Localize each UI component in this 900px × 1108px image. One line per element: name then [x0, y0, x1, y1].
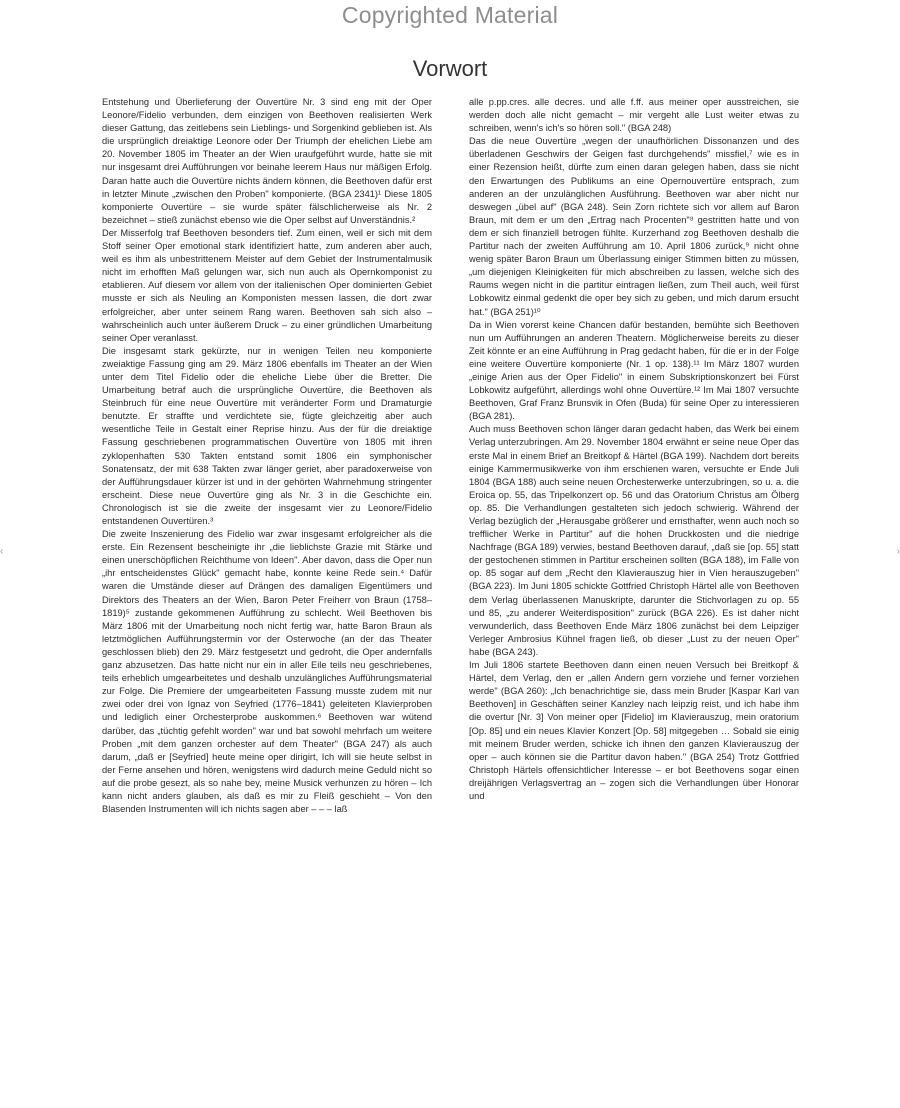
paragraph: Da in Wien vorerst keine Chancen dafür bestanden, bemühte sich Beethoven nun um Aufführungen an anderen Theatern. Möglicherweise bereits zu dieser Zeit könnte er an eine Aufführung in Prag gedacht haben, für die er in der Folge eine weitere Ouvertüre komponierte (Nr. 1 op. 138).¹¹ Im März 1807 wurden „einige Arien aus der Oper Fidelio" in einem Subskriptionskonzert bei Fürst Lobkowitz aufgeführt, allerdings wohl ohne Ouvertüre.¹² Im Mai 1807 versuchte Beethoven, Graf Franz Brunsvik in Ofen (Buda) für seine Oper zu interessieren (BGA 281).: [469, 319, 799, 422]
copyright-watermark: Copyrighted Material: [341, 2, 559, 28]
paragraph: Die zweite Inszenierung des Fidelio war zwar insgesamt erfolgreicher als die erste. Ein Rezensent bescheinigte ihr „die lieblichste Grazie mit Stärke und einen unerschöpflichen Reichthume von Ideen". Aber davon, dass die Oper nun „ihr entscheidenstes Glück" gemacht habe, konnte keine Rede sein.⁴ Dafür waren die Umstände dieser auf Drängen des damaligen Eigentümers und Direktors des Theaters an der Wien, Baron Peter Freiherr von Braun (1758–1819)⁵ zustande gekommenen Aufführung zu schlecht. Weil Beethoven bis März 1806 mit der Umarbeitung noch nicht fertig war, hatte Baron Braun als letztmöglichen Aufführungstermin vor der Osterwoche (an der das Theater geschlossen blieb) den 29. März festgesetzt und gedroht, die Oper andernfalls ganz abzusetzen. Das hatte nicht nur ein in aller Eile teils neu geschriebenes, teils erheblich umgearbeitetes und deshalb unzulängliches Aufführungsmaterial zur Folge. Die Premiere der umgearbeiteten Fassung musste zudem mit nur zwei oder drei von Ignaz von Seyfried (1776–1841) geleiteten Klavierproben und lediglich einer Orchesterprobe auskommen.⁶ Beethoven war wütend darüber, das „tüchtig gefehlt worden" war und bat sowohl mehrfach um weitere Proben „mit dem ganzen orchester auf dem Theater" (BGA 247) als auch darum, „daß er [Seyfried] heute meine oper dirigirt, Ich will sie heute selbst in der Ferne ansehen und hören, wenigstens wird dadurch meine Geduld nicht so auf die probe gesezt, als so nahe bey, meine Musick verhunzen zu hören – Ich kann nicht anders glauben, als daß es mir zu Fleiß geschieht – Von den Blasenden Instrumenten will ich nichts sagen aber – – – laß: [102, 529, 432, 815]
page-title: Vorwort: [412, 56, 488, 81]
paragraph: Das die neue Ouvertüre „wegen der unaufhörlichen Dissonanzen und des überladenen Geschwirs der Geigen fast durchgehends" missfiel,⁷ wie es in einer Rezension heißt, dürfte zum einen daran gelegen haben, dass sie nicht den Erwartungen des Publikums an eine Opernouvertüre entsprach, zum anderen an der unzulänglichen Ausführung. Beethoven war aber nicht nur deswegen „übel auf" (BGA 248). Sein Zorn richtete sich vor allem auf Baron Braun, mit dem er um den „Ertrag nach Procenten"⁸ gestritten hatte und von dem er sich finanziell betrogen fühlte. Kurzerhand zog Beethoven deshalb die Partitur nach der zweiten Aufführung am 10. April 1806 zurück,⁹ nicht ohne wenig später Baron Braun um Überlassung einiger Stimmen bitten zu müssen, „um diejenigen Kleinigkeiten für mich abschreiben zu lassen, welche sich des Raums wegen nicht in die partitur eintragen ließen, zum Theil auch, weil fürst Lobkowitz einmal gedenkt die oper bey sich zu geben, und mich darum ersucht hat." (BGA 251)¹⁰: [469, 136, 799, 317]
paragraph: Entstehung und Überlieferung der Ouvertüre Nr. 3 sind eng mit der Oper Leonore/Fidelio verbunden, dem einzigen von Beethoven realisierten Werk dieser Gattung, das zeitlebens sein Lieblings- und Sorgenkind geblieben ist. Als die ursprünglich dreiaktige Leonore oder Der Triumph der ehelichen Liebe am 20. November 1805 im Theater an der Wien uraufgeführt wurde, hatte sie mit nur insgesamt drei Aufführungen vor beinahe leerem Haus nur mäßigen Erfolg. Daran hatte auch die Ouvertüre nichts ändern können, die Beethoven dafür erst in letzter Minute „zwischen den Proben" komponierte. (BGA 2341)¹ Diese 1805 komponierte Ouvertüre – sie wurde später fälschlicherweise als Nr. 2 bezeichnet – stieß zunächst ebenso wie die Oper selbst auf Unverständnis.²: [102, 97, 432, 225]
right-column: [469, 96, 799, 803]
paragraph: Der Misserfolg traf Beethoven besonders tief. Zum einen, weil er sich mit dem Stoff seiner Oper emotional stark identifiziert hatte, zum anderen aber auch, weil es ihm als unbestrittenem Meister auf dem Gebiet der Instrumentalmusik nicht im erhofften Maß gelungen war, sich nun auch als Opernkomponist zu etablieren. Auf diesem vor allem von der italienischen Oper dominierten Gebiet musste er sich als Neuling an Komponisten messen lassen, die dort zwar erfolgreicher, aber unter seinem Rang waren. Beethoven sah sich also – wahrscheinlich auch unter äußerem Druck – zu einer gründlichen Umarbeitung seiner Oper veranlasst.: [102, 227, 432, 343]
left-column: [102, 96, 432, 816]
paragraph: Auch muss Beethoven schon länger daran gedacht haben, das Werk bei einem Verlag unterzubringen. Am 29. November 1804 erwähnt er seine neue Oper das erste Mal in einem Brief an Breitkopf & Härtel (BGA 199). Nachdem dort bereits einige Kammermusikwerke von ihm erschienen waren, versuchte er Ende Juli 1804 (BGA 188) auch seine neuen Orchesterwerke unterzubringen, so u. a. die Eroica op. 55, das Tripelkonzert op. 56 und das Oratorium Christus am Ölberg op. 85. Die Verhandlungen gestalteten sich jedoch schwierig. Während der Verlag bezüglich der „Herausgabe größerer und ernsthafter, wenn auch noch so trefflicher Werke in Partitur" auf die hohen Druckkosten und die niedrige Nachfrage (BGA 189) verwies, bestand Beethoven darauf, „daß sie [op. 55] statt der gestochenen stimmen in Partitur erscheinen sollten (BGA 188), im Falle von op. 85 sogar auf dem „Recht den Klavierauszug hier in Vien herauszugeben" (BGA 223). Im Juni 1805 schickte Gottfried Christoph Härtel alle von Beethoven dem Verlag überlassenen Manuskripte, darunter die Stichvorlagen zu op. 55 und 85, „zu anderer Weiterdisposition" zurück (BGA 226). Es ist daher nicht verwunderlich, dass Beethoven Ende März 1806 zunächst bei dem Leipziger Verleger Ambrosius Kühnel fragen ließ, ob dieser „Lust zu der neuen Oper" habe (BGA 243).: [469, 424, 799, 657]
margin-mark-left: ‹: [0, 546, 4, 557]
paragraph: alle p.pp.cres. alle decres. und alle f.ff. aus meiner oper ausstreichen, sie werden doch alle nicht gemacht – mir vergeht alle Lust weiter etwas zu schreiben, wenn's ich's so hören soll." (BGA 248): [469, 97, 799, 134]
paragraph: Im Juli 1806 startete Beethoven dann einen neuen Versuch bei Breitkopf & Härtel, dem Verlag, den er „allen Andern gern vorziehe und ferner vorziehen werde" (BGA 260): „Ich benachrichtige sie, dass mein Bruder [Kaspar Karl van Beethoven] in Geschäften seiner Kanzley nach leipzig reist, und ich habe ihm die overtur [Nr. 3] Von meiner oper [Fidelio] im Klavierauszug, mein oratorium [Op. 85] und ein neues Klavier Konzert [Op. 58] mitgegeben … Sobald sie einig mit meinem Bruder werden, schicke ich ihnen den ganzen Klavierauszug der oper – auch können sie die Partitur davon haben." (BGA 254) Trotz Gottfried Christoph Härtels offensichtlicher Interesse – er bot Beethovens sogar einen dreijährigen Verlagsvertrag an – zogen sich die Verhandlungen über Honorar und: [469, 660, 799, 801]
paragraph: Die insgesamt stark gekürzte, nur in wenigen Teilen neu komponierte zweiaktige Fassung ging am 29. März 1806 ebenfalls im Theater an der Wien unter dem Titel Fidelio oder die eheliche Liebe über die Bretter. Die Umarbeitung betraf auch die ursprüngliche Ouvertüre, die Beethoven als Steinbruch für eine neue Ouvertüre mit veränderter Form und Dramaturgie benutzte. Er straffte und verdichtete sie, fügte gleichzeitig aber auch wesentliche Teile in Gestalt einer Reprise hinzu. Aus der für die dreiaktige Fassung geschriebenen programmatischen Ouvertüre von 1805 mit ihren zyklopenhaften 530 Takten entstand somit 1806 ein symphonischer Sonatensatz, der mit 638 Takten zwar länger geriet, aber paradoxerweise von der Aufführungsdauer kürzer ist und in der gehörten Wahrnehmung stringenter erscheint. Diese neue Ouvertüre ging als Nr. 3 in die Geschichte ein. Chronologisch ist sie die zweite der insgesamt vier zu Leonore/Fidelio entstandenen Ouvertüren.³: [102, 345, 432, 526]
margin-mark-right: ›: [896, 546, 900, 557]
